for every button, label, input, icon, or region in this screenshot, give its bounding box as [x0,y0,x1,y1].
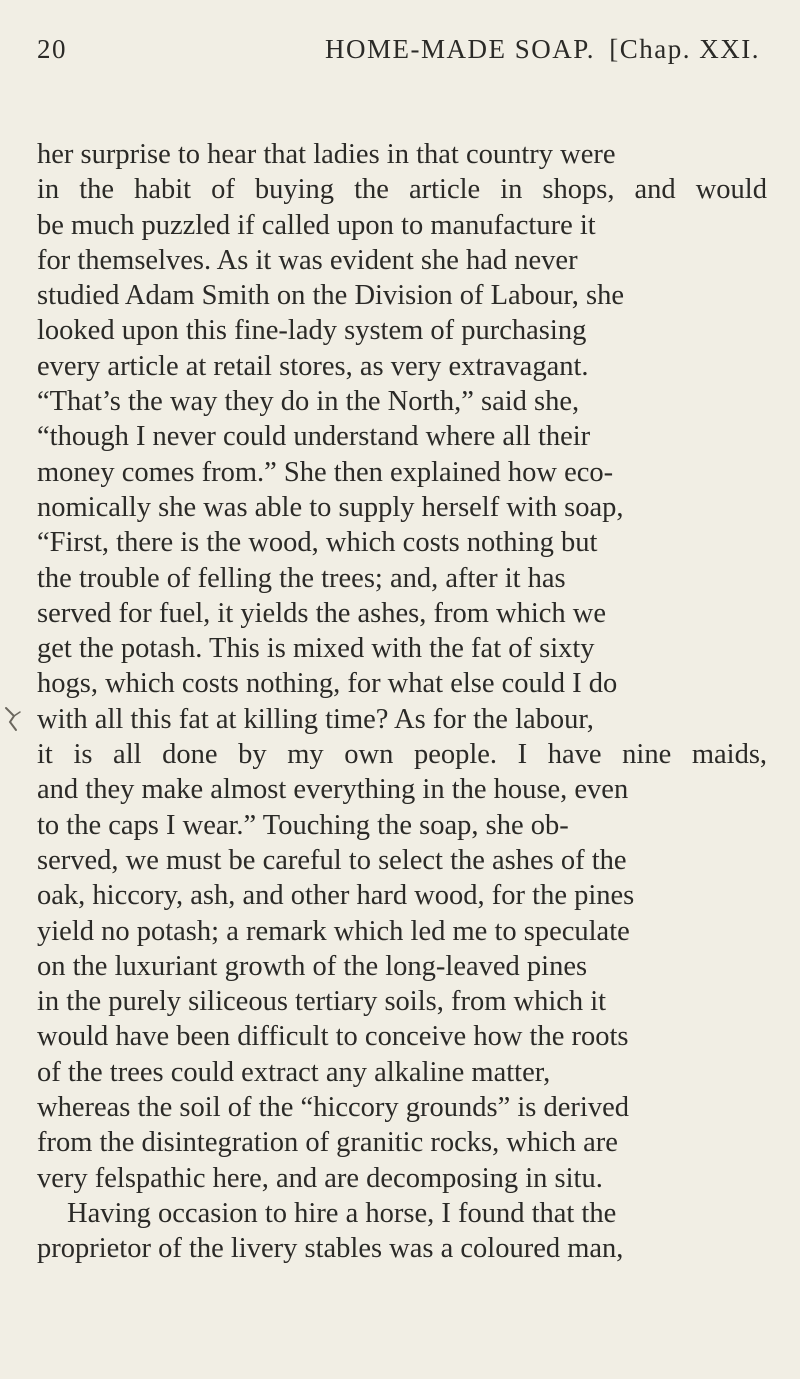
text-line: “though I never could understand where all their [37,421,591,453]
text-line: hogs, which costs nothing, for what else could I do [37,668,618,700]
text-line: in the habit of buying the article in shops, and would [37,174,767,206]
text-line: looked upon this fine-lady system of purchasing [37,315,587,347]
text-line: and they make almost everything in the house, even [37,774,629,806]
text-line: “First, there is the wood, which costs nothing but [37,527,598,559]
text-line-paragraph-start: Having occasion to hire a horse, I found that the [67,1197,617,1229]
text-line: “That’s the way they do in the North,” said she, [37,386,580,418]
page-number: 20 [37,34,67,64]
text-line: it is all done by my own people. I have nine maids, [37,739,767,771]
text-line: be much puzzled if called upon to manufacture it [37,209,596,241]
text-line: very felspathic here, and are decomposing in situ. [37,1162,603,1194]
margin-ink-mark-icon [0,700,36,736]
text-line: her surprise to hear that ladies in that country were [37,139,616,170]
text-line: of the trees could extract any alkaline matter, [37,1056,551,1088]
text-line: get the potash. This is mixed with the fat of sixty [37,633,595,665]
text-line: with all this fat at killing time? As for the labour, [37,703,594,735]
text-line: on the luxuriant growth of the long-leaved pines [37,950,588,982]
text-line: oak, hiccory, ash, and other hard wood, for the pines [37,880,635,912]
text-line: nomically she was able to supply herself with soap, [37,491,624,523]
running-title: HOME-MADE SOAP. [325,34,596,64]
text-line: proprietor of the livery stables was a coloured man, [37,1233,624,1265]
text-line: for themselves. As it was evident she had never [37,244,578,276]
text-line: studied Adam Smith on the Division of Labour, she [37,280,625,312]
text-line: to the caps I wear.” Touching the soap, she ob- [37,809,569,841]
text-line: in the purely siliceous tertiary soils, from which it [37,986,607,1018]
text-line: whereas the soil of the “hiccory grounds” is derived [37,1092,629,1124]
text-line: would have been difficult to conceive how the roots [37,1021,629,1053]
text-line: yield no potash; a remark which led me to speculate [37,915,630,947]
running-header [37,34,760,74]
body-text [37,137,767,1267]
text-line: served, we must be careful to select the ashes of the [37,844,627,876]
text-line: from the disintegration of granitic rocks, which are [37,1127,618,1159]
text-line: every article at retail stores, as very extravagant. [37,350,589,382]
text-line: served for fuel, it yields the ashes, from which we [37,597,607,629]
chapter-label: [Chap. XXI. [609,34,760,64]
text-line: the trouble of felling the trees; and, after it has [37,562,566,594]
text-line: money comes from.” She then explained how eco- [37,456,614,488]
